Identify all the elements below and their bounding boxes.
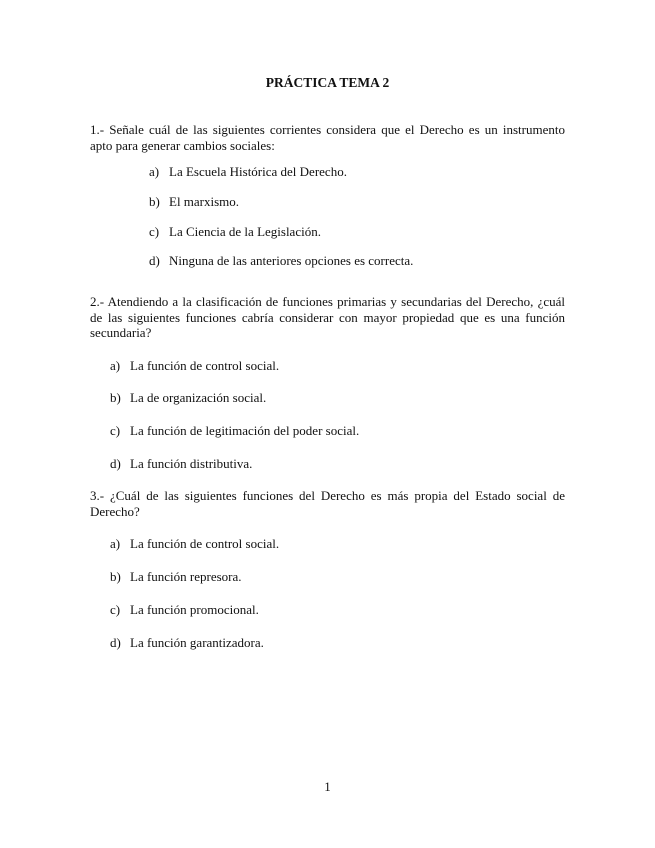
option-text: La función de legitimación del poder social. bbox=[130, 423, 360, 438]
option-letter: c) bbox=[149, 224, 160, 239]
option-letter: a) bbox=[149, 164, 160, 179]
question-2-text: 2.- Atendiendo a la clasificación de funciones primarias y secundarias del Derecho, ¿cuál de las siguientes funciones cabría considerar con mayor propiedad que es una función secundaria? bbox=[90, 294, 565, 340]
option-text: El marxismo. bbox=[169, 194, 240, 209]
option-letter: c) bbox=[110, 423, 121, 438]
question-1-option-a bbox=[149, 164, 347, 179]
option-text: La Ciencia de la Legislación. bbox=[169, 224, 321, 239]
question-1-option-d bbox=[149, 253, 413, 268]
question-2-option-a bbox=[110, 358, 279, 373]
question-1-option-b bbox=[149, 194, 239, 209]
page-number: 1 bbox=[324, 779, 331, 794]
question-3-option-a bbox=[110, 536, 279, 551]
question-2-option-c bbox=[110, 423, 359, 438]
option-letter: b) bbox=[110, 390, 121, 405]
option-text: La función de control social. bbox=[130, 536, 280, 551]
question-3-text: 3.- ¿Cuál de las siguientes funciones del Derecho es más propia del Estado social de Derecho? bbox=[90, 488, 565, 519]
question-3-option-c bbox=[110, 602, 259, 617]
option-text: La función de control social. bbox=[130, 358, 280, 373]
question-1-text: 1.- Señale cuál de las siguientes corrientes considera que el Derecho es un instrumento apto para generar cambios sociales: bbox=[90, 122, 565, 153]
option-text: La función represora. bbox=[130, 569, 242, 584]
option-text: La de organización social. bbox=[130, 390, 267, 405]
page-title: PRÁCTICA TEMA 2 bbox=[265, 75, 390, 90]
option-letter: a) bbox=[110, 358, 121, 373]
question-2-option-b bbox=[110, 390, 266, 405]
question-2-option-d bbox=[110, 456, 252, 471]
question-1-option-c bbox=[149, 224, 321, 239]
question-3-option-d bbox=[110, 635, 264, 650]
option-letter: d) bbox=[149, 253, 160, 268]
option-letter: d) bbox=[110, 456, 121, 471]
option-letter: d) bbox=[110, 635, 121, 650]
option-text: La función garantizadora. bbox=[130, 635, 264, 650]
option-letter: c) bbox=[110, 602, 121, 617]
option-letter: a) bbox=[110, 536, 121, 551]
option-text: Ninguna de las anteriores opciones es correcta. bbox=[169, 253, 414, 268]
option-letter: b) bbox=[149, 194, 160, 209]
question-3-option-b bbox=[110, 569, 242, 584]
option-text: La Escuela Histórica del Derecho. bbox=[169, 164, 347, 179]
option-text: La función promocional. bbox=[130, 602, 259, 617]
option-text: La función distributiva. bbox=[130, 456, 253, 471]
option-letter: b) bbox=[110, 569, 121, 584]
